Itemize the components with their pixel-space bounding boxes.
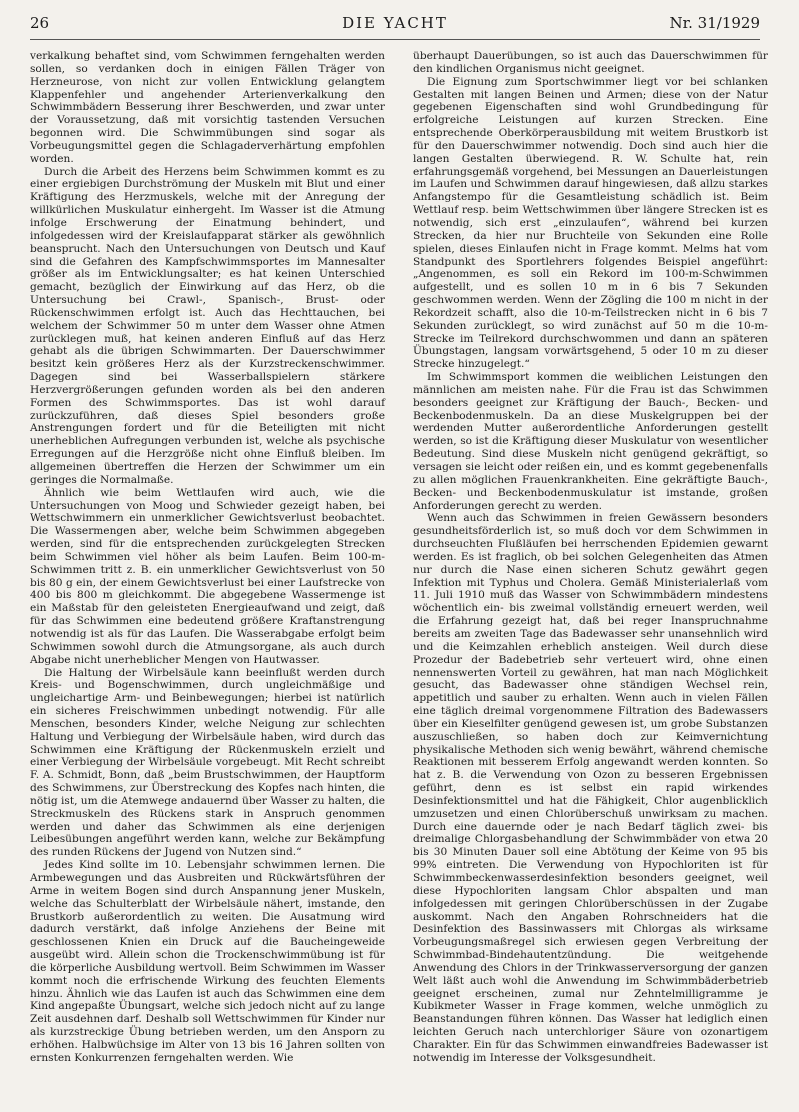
page-number: 26 bbox=[30, 14, 50, 32]
journal-title: DIE YACHT bbox=[342, 14, 448, 32]
paragraph: Im Schwimmsport kommen die weiblichen Leistungen den männlichen am meisten nahe. Für die Frau ist das Schwimmen besonders geeignet zur Kräftigung der Bauch-, Becken- und Beckenbodenmuskeln. Da an diese Muskelgruppen bei der werdenden Mutter außerordentliche Anforderungen gestellt werden, so ist die Kräftigung dieser Muskulatur von wesentlicher Bedeutung. Sind diese Muskeln nicht genügend gekräftigt, so versagen sie leicht oder reißen ein, und es kommt gegebenenfalls zu allen möglichen Frauenkrankheiten. Eine gekräftigte Bauch-, Becken- und Beckenbodenmuskulatur ist imstande, großen Anforderungen gerecht zu werden. bbox=[413, 371, 768, 512]
paragraph: Jedes Kind sollte im 10. Lebensjahr schwimmen lernen. Die Armbewegungen und das Ausbreiten und Rückwärtsführen der Arme in weitem Bogen sind durch Anspannung jener Muskeln, welche das Schulterblatt der Wirbelsäule nähert, imstande, den Brustkorb außerordentlich zu weiten. Die Ausatmung wird dadurch verstärkt, daß infolge Anziehens der Beine mit geschlossenen Knien ein Druck auf die Baucheingeweide ausgeübt wird. Allein schon die Trockenschwimmübung ist für die körperliche Ausbildung wertvoll. Beim Schwimmen im Wasser kommt noch die erfrischende Wirkung des feuchten Elements hinzu. Ähnlich wie das Laufen ist auch das Schwimmen eine dem Kind angepaßte Übungsart, welche sich jedoch nicht auf zu lange Zeit ausdehnen darf. Deshalb soll Wettschwimmen für Kinder nur als kurzstreckige Übung betrieben werden, um den Ansporn zu erhöhen. Halbwüchsige im Alter von 13 bis 16 Jahren sollten von ernsten Konkurrenzen ferngehalten werden. Wie bbox=[30, 859, 385, 1064]
paragraph: überhaupt Dauerübungen, so ist auch das Dauerschwimmen für den kindlichen Organismus nicht geeignet. bbox=[413, 50, 768, 75]
paragraph: Wenn auch das Schwimmen in freien Gewässern besonders gesundheitsförderlich ist, so muß doch vor dem Schwimmen in durchseuchten Flußläufen bei herrschenden Epidemien gewarnt werden. Es ist fraglich, ob bei solchen Gelegenheiten das Atmen nur durch die Nase einen sicheren Schutz gewährt gegen Infektion mit Typhus und Cholera. Gemäß Ministerialerlaß vom 11. Juli 1910 muß das Wasser von Schwimmbädern mindestens wöchentlich ein- bis zweimal vollständig erneuert werden, weil die Erfahrung gezeigt hat, daß bei reger Inanspruchnahme bereits am zweiten Tage das Badewasser sehr unansehnlich wird und die Keimzahlen erheblich ansteigen. Weil durch diese Prozedur der Badebetrieb sehr verteuert wird, ohne einen nennenswerten Vorteil zu gewähren, hat man nach Möglichkeit gesucht, das Badewasser ohne ständigen Wechsel rein, appetitlich und sauber zu erhalten. Wenn auch in vielen Fällen eine täglich dreimal vorgenommene Filtration des Badewassers über ein Kieselfilter genügend gewesen ist, um grobe Substanzen auszuschließen, so haben doch zur Keimvernichtung physikalische Methoden sich wenig bewährt, während chemische Reaktionen mit besserem Erfolg angewandt werden konnten. So hat z. B. die Verwendung von Ozon zu besseren Ergebnissen geführt, denn es ist selbst ein rapid wirkendes Desinfektionsmittel und hat die Fähigkeit, Chlor augenblicklich umzusetzen und einen Chlorüberschuß unwirksam zu machen. Durch eine dauernde oder je nach Bedarf täglich zwei- bis dreimalige Chlorgasbehandlung der Schwimmbäder von etwa 20 bis 30 Minuten Dauer soll eine Abtötung der Keime von 95 bis 99% eintreten. Die Verwendung von Hypochloriten ist für Schwimmbeckenwasserdesinfektion besonders geeignet, weil diese Hypochloriten langsam Chlor abspalten und man infolgedessen mit geringen Chlorüberschüssen in der Zugabe auskommt. Nach den Angaben Rohrschneiders hat die Desinfektion des Bassinwassers mit Chlorgas als wirksame Vorbeugungsmaßregel sich erwiesen gegen Verbreitung der Schwimmbad-Bindehautentzündung. Die weitgehende Anwendung des Chlors in der Trinkwasserversorgung der ganzen Welt läßt auch wohl die Anwendung im Schwimmbäderbetrieb geeignet erscheinen, zumal nur Zehntelmilligramme je Kubikmeter Wasser in Frage kommen, welche unmöglich zu Beanstandungen führen können. Das Wasser hat lediglich einen leichten Geruch nach unterchloriger Säure von ozonartigem Charakter. Ein für das Schwimmen einwandfreies Badewasser ist notwendig im Interesse der Volksgesundheit. bbox=[413, 512, 768, 1064]
paragraph: verkalkung behaftet sind, vom Schwimmen ferngehalten werden sollen, so verdanken doch in einigen Fällen Träger von Herzneurose, von nicht zur vollen Entwicklung gelangtem Klappenfehler und angehender Arterienverkalkung den Schwimmbädern Besserung ihrer Beschwerden, und zwar unter der Voraussetzung, daß mit vorsichtig tastenden Versuchen begonnen wird. Die Schwimmübungen sind sogar als Vorbeugungsmittel gegen die Schlagaderverhärtung empfohlen worden. bbox=[30, 50, 385, 165]
page-header bbox=[30, 14, 760, 38]
issue-number: Nr. 31/1929 bbox=[669, 14, 760, 32]
paragraph: Durch die Arbeit des Herzens beim Schwimmen kommt es zu einer ergiebigen Durchströmung der Muskeln mit Blut und einer Kräftigung des Herzmuskels, welche mit der Anregung der willkürlichen Muskulatur einhergeht. Im Wasser ist die Atmung infolge Erschwerung der Einatmung behindert, und infolgedessen wird der Kreislaufapparat stärker als gewöhnlich beansprucht. Nach den Untersuchungen von Deutsch und Kauf sind die Gefahren des Kampfschwimmsportes im Mannesalter größer als im Entwicklungsalter; es hat keinen Unterschied gemacht, bezüglich der Einwirkung auf das Herz, ob die Untersuchung bei Crawl-, Spanisch-, Brust- oder Rückenschwimmen erfolgt ist. Auch das Hechttauchen, bei welchem der Schwimmer 50 m unter dem Wasser ohne Atmen zurücklegen muß, hat keinen anderen Einfluß auf das Herz gehabt als die übrigen Schwimmarten. Der Dauerschwimmer besitzt kein größeres Herz als der Kurzstreckenschwimmer. Dagegen sind bei Wasserballspielern stärkere Herzvergrößerungen gefunden worden als bei den anderen Formen des Schwimmsportes. Das ist wohl darauf zurückzuführen, daß dieses Spiel besonders große Anstrengungen fordert und für die Beteiligten mit nicht unerheblichen Aufregungen verbunden ist, welche als psychische Erregungen auf die Herzgröße nicht ohne Einfluß bleiben. Im allgemeinen übertreffen die Herzen der Schwimmer um ein geringes die Normalmaße. bbox=[30, 165, 385, 486]
left-column bbox=[30, 50, 385, 1065]
paragraph: Die Eignung zum Sportschwimmer liegt vor bei schlanken Gestalten mit langen Beinen und Armen; diese von der Natur gegebenen Eigenschaften sind wohl Grundbedingung für erfolgreiche Leistungen auf kurzen Strecken. Eine entsprechende Oberkörperausbildung mit weitem Brustkorb ist für den Dauerschwimmer notwendig. Doch sind auch hier die langen Gestalten überwiegend. R. W. Schulte hat, rein erfahrungsgemäß vorgehend, bei Messungen an Dauerleistungen im Laufen und Schwimmen darauf hingewiesen, daß allzu starkes Anfangstempo für die Gesamtleistung schädlich ist. Beim Wettlauf resp. beim Wettschwimmen über längere Strecken ist es notwendig, sich erst „einzulaufen“, während bei kurzen Strecken, da hier nur Bruchteile von Sekunden eine Rolle spielen, dieses Einlaufen nicht in Frage kommt. Melms hat vom Standpunkt des Sportlehrers folgendes Beispiel angeführt: „Angenommen, es soll ein Rekord im 100-m-Schwimmen aufgestellt, und es sollen 10 m in 6 bis 7 Sekunden geschwommen werden. Wenn der Zögling die 100 m nicht in der Rekordzeit schafft, also die 10-m-Teilstrecken nicht in 6 bis 7 Sekunden zurücklegt, so wird zunächst auf 50 m die 10-m-Strecke im Teilrekord durchschwommen und dann an späteren Übungstagen, langsam vorwärtsgehend, 5 oder 10 m zu dieser Strecke hinzugelegt.“ bbox=[413, 75, 768, 371]
paragraph: Die Haltung der Wirbelsäule kann beeinflußt werden durch Kreis- und Bogenschwimmen, durch ungleichmäßige und ungleichartige Arm- und Beinbewegungen; hierbei ist natürlich ein sicheres Freischwimmen unbedingt notwendig. Für alle Menschen, besonders Kinder, welche Neigung zur schlechten Haltung und Verbiegung der Wirbelsäule haben, wird durch das Schwimmen eine Kräftigung der Rückenmuskeln erzielt und einer Verbiegung der Wirbelsäule vorgebeugt. Mit Recht schreibt F. A. Schmidt, Bonn, daß „beim Brustschwimmen, der Hauptform des Schwimmens, zur Überstreckung des Kopfes nach hinten, die nötig ist, um die Atemwege andauernd über Wasser zu halten, die Streckmuskeln des Rückens stark in Anspruch genommen werden und daher das Schwimmen als eine derjenigen Leibesübungen angeführt werden kann, welche zur Bekämpfung des runden Rückens der Jugend von Nutzen sind.“ bbox=[30, 666, 385, 859]
paragraph: Ähnlich wie beim Wettlaufen wird auch, wie die Untersuchungen von Moog und Schwieder gezeigt haben, bei Wettschwimmern ein unmerklicher Gewichtsverlust beobachtet. Die Wassermengen aber, welche beim Schwimmen abgegeben werden, sind für die entsprechenden zurückgelegten Strecken beim Schwimmen viel höher als beim Laufen. Beim 100-m-Schwimmen tritt z. B. ein unmerklicher Gewichtsverlust von 50 bis 80 g ein, der einem Gewichtsverlust bei einer Laufstrecke von 400 bis 800 m gleichkommt. Die abgegebene Wassermenge ist ein Maßstab für den geleisteten Energieaufwand und zeigt, daß für das Schwimmen eine bedeutend größere Kraftanstrengung notwendig ist als für das Laufen. Die Wasserabgabe erfolgt beim Schwimmen sowohl durch die Atmungsorgane, als auch durch Abgabe nicht unerheblicher Mengen von Hautwasser. bbox=[30, 486, 385, 666]
right-column bbox=[413, 50, 768, 1065]
header-rule bbox=[30, 39, 760, 40]
